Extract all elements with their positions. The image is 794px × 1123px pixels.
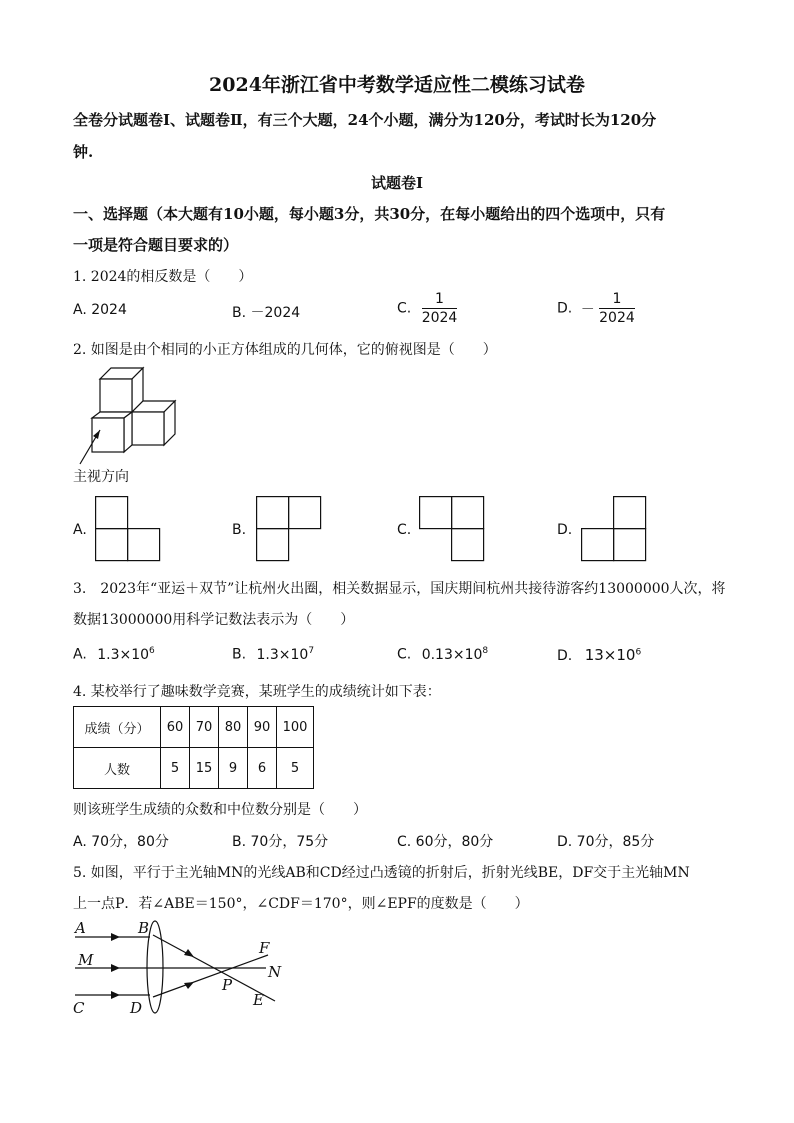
table-cell: 5: [161, 748, 190, 789]
q3-a-base: 1.3×10: [97, 646, 150, 663]
arrow-CD: [111, 991, 120, 999]
q1-option-c: [397, 290, 457, 327]
q2-option-d-label: D.: [557, 522, 573, 538]
q4-option-c: C. 60分，80分: [397, 834, 494, 850]
table-cell: 成绩（分）: [74, 707, 161, 748]
intro-line-2: 钟.: [73, 143, 94, 161]
q1-c-numerator: 1: [422, 290, 458, 309]
q3-c-base: 0.13×10: [421, 646, 483, 663]
q3-a-exponent: 6: [149, 646, 155, 656]
q2-option-d-shape: [581, 496, 647, 562]
q2-stem: 2. 如图是由个相同的小正方体组成的几何体，它的俯视图是（ ）: [73, 342, 497, 358]
q1-option-d: [557, 290, 635, 327]
q3-a-label: A.: [73, 646, 87, 663]
table-cell: 70: [190, 707, 219, 748]
table-cell: 9: [219, 748, 248, 789]
table-cell: 100: [277, 707, 314, 748]
q2-option-b-shape: [256, 496, 322, 562]
q1-option-c-fraction: [422, 290, 458, 327]
q4-option-b: B. 70分，75分: [232, 834, 329, 850]
label-B: B: [138, 919, 150, 937]
table-row: [74, 748, 314, 789]
q2-option-a-shape: [95, 496, 161, 562]
part1-line-1: 一、选择题（本大题有10小题，每小题3分，共30分，在每小题给出的四个选项中，只有: [73, 205, 666, 223]
label-F: F: [259, 939, 270, 957]
q3-line-1: 3. 2023年“亚运＋双节”让杭州火出圈，相关数据显示，国庆期间杭州共接待游客约13000000人次，将: [73, 581, 726, 597]
arrow-BE: [184, 949, 194, 957]
label-A: A: [75, 919, 86, 937]
label-P: P: [222, 976, 233, 994]
q1-option-b: B. －2024: [232, 305, 301, 321]
table-cell: 80: [219, 707, 248, 748]
q5-line-2: 上一点P．若∠ABE＝150°，∠CDF＝170°，则∠EPF的度数是（ ）: [73, 896, 529, 912]
q5-lens-diagram: [70, 915, 290, 1020]
q5-line-1: 5. 如图，平行于主光轴MN的光线AB和CD经过凸透镜的折射后，折射光线BE，DF交于主光轴MN: [73, 865, 690, 881]
label-C: C: [73, 999, 85, 1017]
label-N: N: [268, 963, 282, 981]
q2-option-b-label: B.: [232, 522, 247, 538]
q4-option-d: D. 70分，85分: [557, 834, 655, 850]
q2-option-c-label: C.: [397, 522, 412, 538]
section-title: 试题卷Ⅰ: [370, 174, 424, 192]
q3-line-2: 数据13000000用科学记数法表示为（ ）: [73, 612, 355, 628]
intro-line-1: 全卷分试题卷Ⅰ、试题卷Ⅱ，有三个大题，24个小题，满分为120分，考试时长为120分: [73, 111, 657, 129]
q1-option-a: A. 2024: [73, 302, 127, 318]
arrow-MN: [111, 964, 120, 972]
table-cell: 60: [161, 707, 190, 748]
q2-option-c-shape: [419, 496, 485, 562]
q3-option-a: [73, 646, 155, 663]
q1-d-numerator: 1: [599, 290, 635, 309]
lens: [147, 921, 163, 1013]
table-cell: 人数: [74, 748, 161, 789]
q3-d-exponent: 6: [635, 647, 642, 658]
q3-b-base: 1.3×10: [256, 646, 309, 663]
q3-d-base: 13×10: [584, 646, 636, 664]
view-direction-arrow: [76, 420, 116, 470]
q1-option-c-label: C.: [397, 300, 412, 317]
q1-option-d-label: D.: [557, 300, 573, 317]
q4-option-a: A. 70分，80分: [73, 834, 169, 850]
q3-c-exponent: 8: [482, 646, 489, 656]
q1-c-denominator: 2024: [421, 310, 458, 326]
q3-b-exponent: 7: [308, 646, 315, 656]
q1-option-d-sign: －: [580, 301, 595, 318]
q2-option-a-label: A.: [73, 522, 87, 538]
ray-DF: [153, 955, 268, 997]
q3-option-c: [397, 646, 488, 663]
q1-option-d-fraction: [599, 290, 635, 327]
label-D: D: [130, 999, 143, 1017]
q1-stem: 1. 2024的相反数是（ ）: [73, 269, 253, 285]
arrow-AB: [111, 933, 120, 941]
label-E: E: [253, 991, 264, 1009]
label-M: M: [78, 951, 94, 969]
part1-line-2: 一项是符合题目要求的）: [73, 236, 239, 254]
q3-option-b: [232, 646, 314, 663]
table-cell: 90: [248, 707, 277, 748]
q3-b-label: B.: [232, 646, 247, 663]
table-cell: 15: [190, 748, 219, 789]
q1-d-denominator: 2024: [599, 310, 635, 326]
table-cell: 6: [248, 748, 277, 789]
view-direction-label: 主视方向: [73, 469, 129, 485]
q3-c-label: C.: [397, 646, 412, 663]
score-table: [73, 706, 314, 789]
table-row: [74, 707, 314, 748]
q4-stem: 4. 某校举行了趣味数学竞赛，某班学生的成绩统计如下表：: [73, 684, 441, 700]
table-cell: 5: [277, 748, 314, 789]
exam-title: 2024年浙江省中考数学适应性二模练习试卷: [209, 74, 585, 96]
q3-d-label: D.: [557, 648, 573, 664]
q4-question: 则该班学生成绩的众数和中位数分别是（ ）: [73, 802, 367, 818]
q3-option-d: [557, 646, 641, 664]
